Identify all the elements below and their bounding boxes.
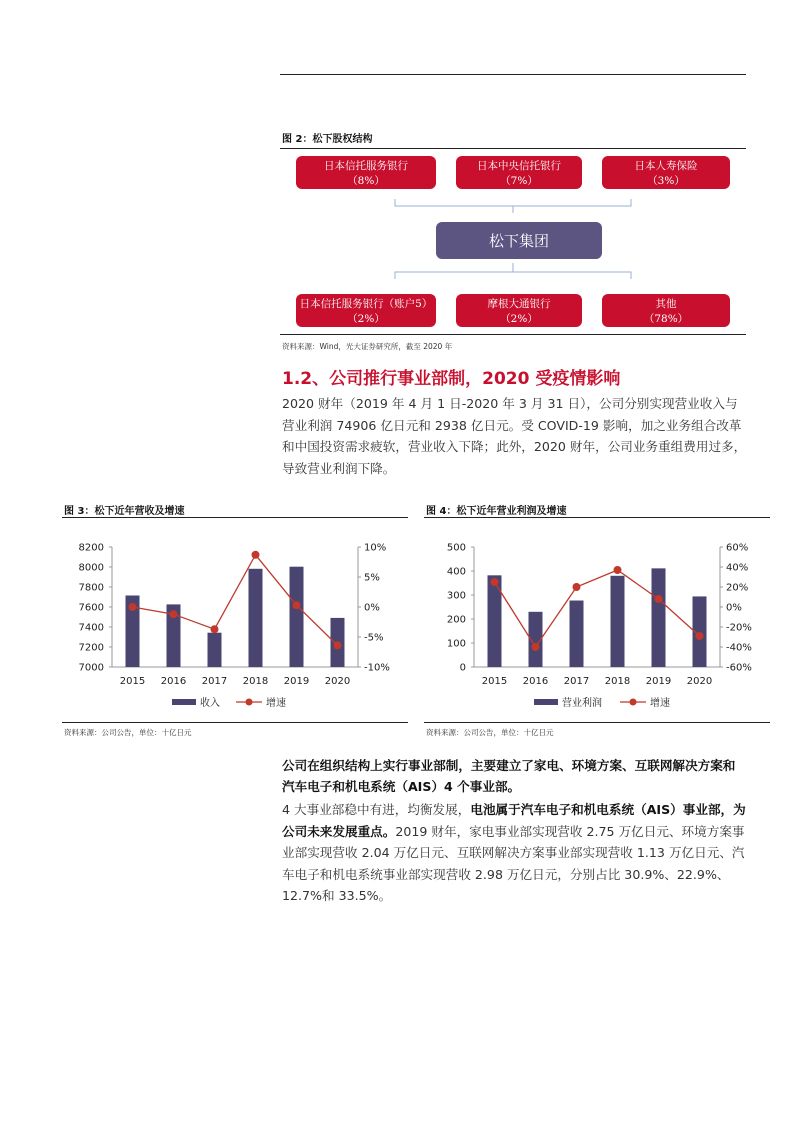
y-tick-label-right: 60%	[726, 542, 749, 554]
section-heading: 1.2、公司推行事业部制，2020 受疫情影响	[282, 369, 621, 389]
y-tick-label-right: -40%	[726, 642, 752, 654]
growth-point	[129, 603, 137, 611]
legend-bar-swatch	[172, 699, 196, 705]
figure3-title: 图 3：松下近年营收及增速	[64, 506, 185, 517]
highlight-paragraph: 公司在组织结构上实行事业部制，主要建立了家电、环境方案、互联网解决方案和汽车电子和机电系统（AIS）4 个事业部。	[282, 758, 736, 794]
legend-bar-label: 收入	[200, 698, 220, 709]
figure3-bottom-rule	[62, 722, 408, 723]
figure3-source: 资料来源：公司公告，单位：十亿日元	[64, 728, 192, 737]
growth-point	[252, 551, 260, 559]
bar	[611, 576, 625, 667]
growth-point	[334, 641, 342, 649]
org-connectors	[0, 0, 793, 340]
shareholder-name: 日本信托服务银行	[324, 160, 408, 172]
bar	[652, 568, 666, 667]
x-tick-label: 2019	[283, 676, 310, 687]
growth-point	[655, 595, 663, 603]
x-tick-label: 2015	[481, 676, 508, 687]
y-tick-label-right: 40%	[726, 562, 749, 574]
growth-line	[495, 570, 700, 647]
shareholder-pct: （2%）	[500, 313, 538, 325]
growth-point	[614, 566, 622, 574]
shareholder-name: 其他	[655, 298, 677, 310]
y-tick-label-left: 8000	[78, 562, 104, 574]
shareholder-box	[296, 294, 436, 327]
profit-chart	[424, 520, 770, 720]
x-tick-label: 2019	[645, 676, 672, 687]
x-tick-label: 2018	[242, 676, 269, 687]
y-tick-label-right: -20%	[726, 622, 752, 634]
y-tick-label-left: 8200	[78, 542, 104, 554]
growth-point	[211, 625, 219, 633]
growth-point	[491, 578, 499, 586]
figure2-source: 资料来源：Wind，光大证券研究所，截至 2020 年	[282, 342, 453, 351]
y-tick-label-left: 200	[446, 614, 466, 626]
business-paragraph	[282, 799, 747, 907]
shareholder-box	[456, 294, 582, 327]
shareholder-name: 日本信托服务银行（账户5）	[299, 298, 433, 310]
y-tick-label-left: 7000	[78, 662, 104, 674]
y-tick-label-left: 7400	[78, 622, 104, 634]
bar	[249, 569, 263, 667]
y-tick-label-right: 0%	[364, 602, 380, 614]
x-tick-label: 2016	[522, 676, 549, 687]
x-tick-label: 2020	[324, 676, 351, 687]
figure4-bottom-rule	[424, 722, 770, 723]
section-paragraph: 2020 财年（2019 年 4 月 1 日-2020 年 3 月 31 日），公司分别实现营业收入与营业利润 74906 亿日元和 2938 亿日元。受 COVID-19 影响，加之业务组合改革和中国投资需求疲软，营业收入下降；此外，2020 财年，公司业务重组费用过多，导致营业利润下降。	[282, 396, 747, 476]
y-tick-label-right: 0%	[726, 602, 742, 614]
para-start: 4 大事业部稳中有进，均衡发展，	[282, 802, 471, 817]
legend-bar-label: 营业利润	[562, 698, 602, 709]
x-tick-label: 2015	[119, 676, 146, 687]
y-tick-label-left: 0	[459, 662, 466, 674]
y-tick-label-right: -5%	[364, 632, 384, 644]
shareholder-name: 摩根大通银行	[487, 298, 551, 310]
bar	[290, 567, 304, 667]
growth-point	[573, 583, 581, 591]
revenue-chart	[62, 520, 408, 720]
figure2-bottom-rule	[280, 334, 746, 335]
y-tick-label-left: 7800	[78, 582, 104, 594]
shareholder-pct: （2%）	[347, 313, 385, 325]
figure4-source: 资料来源：公司公告，单位：十亿日元	[426, 728, 554, 737]
legend-bar-swatch	[534, 699, 558, 705]
shareholder-pct: （7%）	[500, 175, 538, 187]
para-rest: 2019 财年，家电事业部实现营收 2.75 万亿日元、环境方案事业部实现营收 2.04 万亿日元、互联网解决方案事业部实现营收 1.13 万亿日元、汽车电子和机电系统事业部实现营收 2.98 万亿日元，分别占比 30.9%、22.9%、12.7%和 33.5%。	[282, 823, 745, 903]
y-tick-label-left: 7200	[78, 642, 104, 654]
y-tick-label-right: -60%	[726, 662, 752, 674]
legend-line-marker	[630, 699, 637, 706]
growth-point	[532, 643, 540, 651]
para-bold: 电池属于汽车电子和机电系统（AIS）事业部，为公司未来发展重点。	[282, 802, 746, 839]
bar	[570, 601, 584, 667]
y-tick-label-right: 10%	[364, 542, 387, 554]
x-tick-label: 2016	[160, 676, 187, 687]
bar	[208, 633, 222, 667]
growth-point	[170, 610, 178, 618]
legend-line-label: 增速	[266, 698, 286, 709]
shareholder-box	[602, 294, 730, 327]
y-tick-label-left: 100	[446, 638, 466, 650]
x-tick-label: 2017	[563, 676, 590, 687]
growth-point	[293, 601, 301, 609]
legend-line-marker	[246, 699, 253, 706]
shareholder-pct: （78%）	[643, 313, 689, 325]
shareholder-name: 日本中央信托银行	[477, 160, 561, 172]
x-tick-label: 2018	[604, 676, 631, 687]
y-tick-label-right: 20%	[726, 582, 749, 594]
shareholder-pct: （8%）	[347, 175, 385, 187]
center-company: 松下集团	[436, 222, 602, 259]
y-tick-label-right: 5%	[364, 572, 380, 584]
shareholder-pct: （3%）	[647, 175, 685, 187]
x-tick-label: 2017	[201, 676, 228, 687]
y-tick-label-left: 300	[446, 590, 466, 602]
shareholder-name: 日本人寿保险	[634, 160, 698, 172]
figure4-top-rule	[424, 517, 770, 518]
y-tick-label-left: 400	[446, 566, 466, 578]
y-tick-label-left: 500	[446, 542, 466, 554]
x-tick-label: 2020	[686, 676, 713, 687]
figure3-top-rule	[62, 517, 408, 518]
growth-point	[696, 632, 704, 640]
y-tick-label-right: -10%	[364, 662, 390, 674]
growth-line	[133, 555, 338, 646]
figure2-title: 图 2：松下股权结构	[282, 134, 373, 145]
y-tick-label-left: 7600	[78, 602, 104, 614]
legend-line-label: 增速	[650, 698, 670, 709]
figure4-title: 图 4：松下近年营业利润及增速	[426, 506, 567, 517]
